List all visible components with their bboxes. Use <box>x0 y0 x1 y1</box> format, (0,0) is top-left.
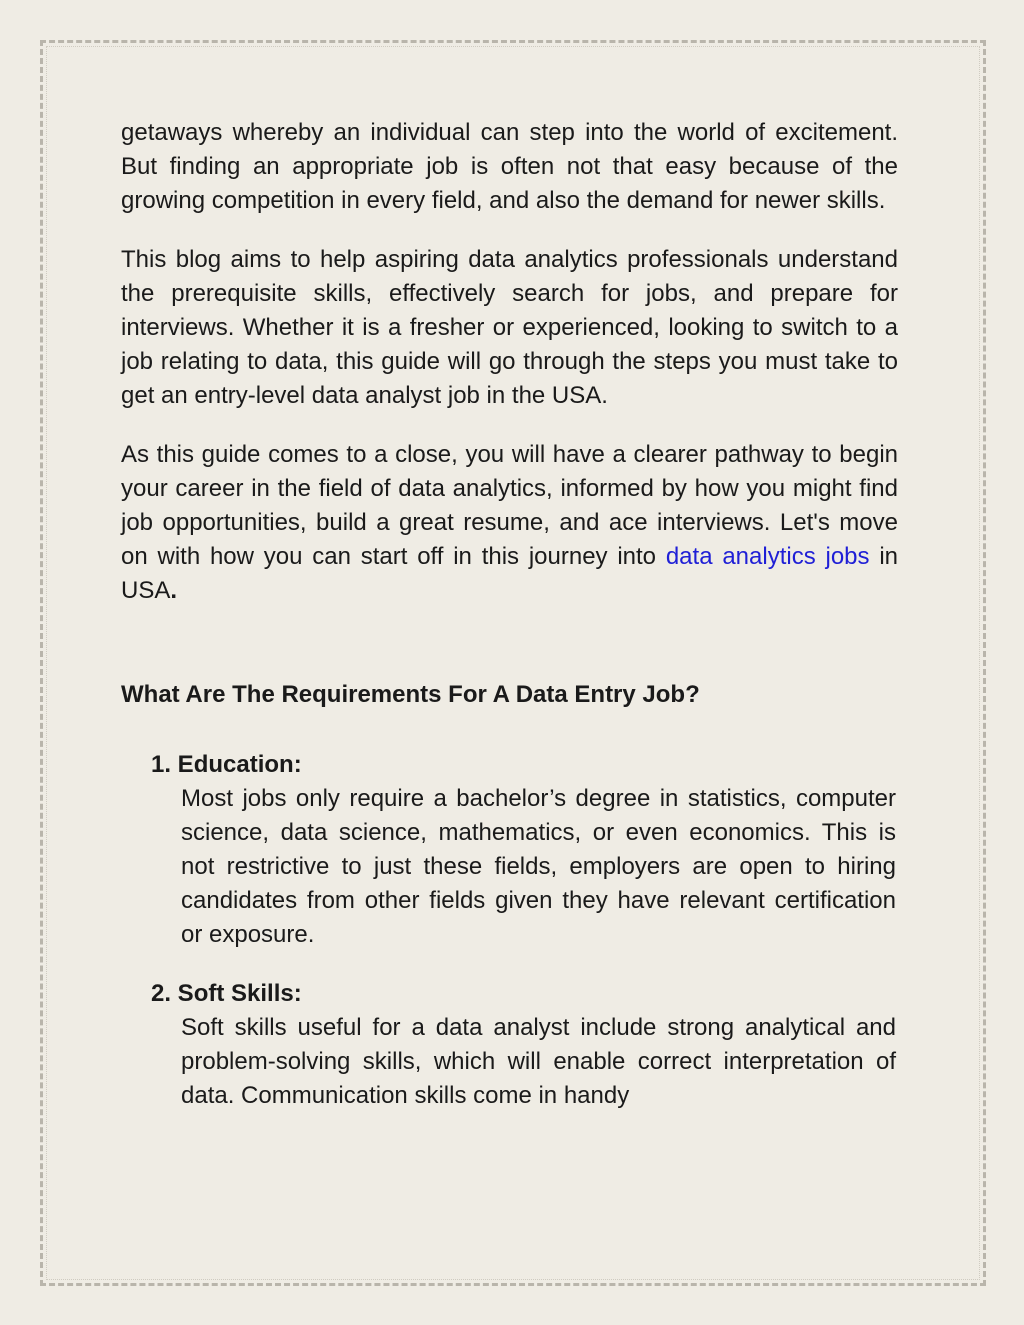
intro-paragraph-3-tail: in USA <box>121 543 898 604</box>
intro-paragraph-2: This blog aims to help aspiring data analytics professionals understand the prerequisite skills, effectively search for jobs, and prepare for interviews. Whether it is a fresher or experienced, looking to switch to a job relating to data, this guide will go through the steps you must take to get an entry-level data analyst job in the USA. <box>121 246 898 409</box>
list-item-title: 2. Soft Skills: <box>151 980 302 1007</box>
data-analytics-jobs-link[interactable]: data analytics jobs <box>665 543 870 570</box>
list-item <box>121 977 898 1113</box>
list-item-title: 1. Education: <box>151 751 302 778</box>
list-item-body: Most jobs only require a bachelor’s degree in statistics, computer science, data science, mathematics, or even economics. This is not restrictive to just these fields, employers are open to hiring candidates from other fields given they have relevant certification or exposure. <box>181 785 896 948</box>
intro-paragraph-1: getaways whereby an individual can step into the world of excitement. But finding an appropriate job is often not that easy because of the growing competition in every field, and also the demand for newer skills. <box>121 119 898 214</box>
intro-paragraph-3 <box>121 438 898 608</box>
list-item <box>121 748 898 952</box>
list-item-body: Soft skills useful for a data analyst include strong analytical and problem-solving skills, which will enable correct interpretation of data. Communication skills come in handy <box>181 1014 896 1109</box>
section-heading: What Are The Requirements For A Data Entry Job? <box>121 681 700 708</box>
document-body <box>121 116 898 1138</box>
intro-paragraph-3-text: As this guide comes to a close, you will have a clearer pathway to begin your career in the field of data analytics, informed by how you might find job opportunities, build a great resume, and ace interviews. Let's move on with how you can start off in this journey into <box>121 441 898 570</box>
intro-paragraph-3-period: . <box>170 577 178 604</box>
requirements-list <box>121 748 898 1113</box>
